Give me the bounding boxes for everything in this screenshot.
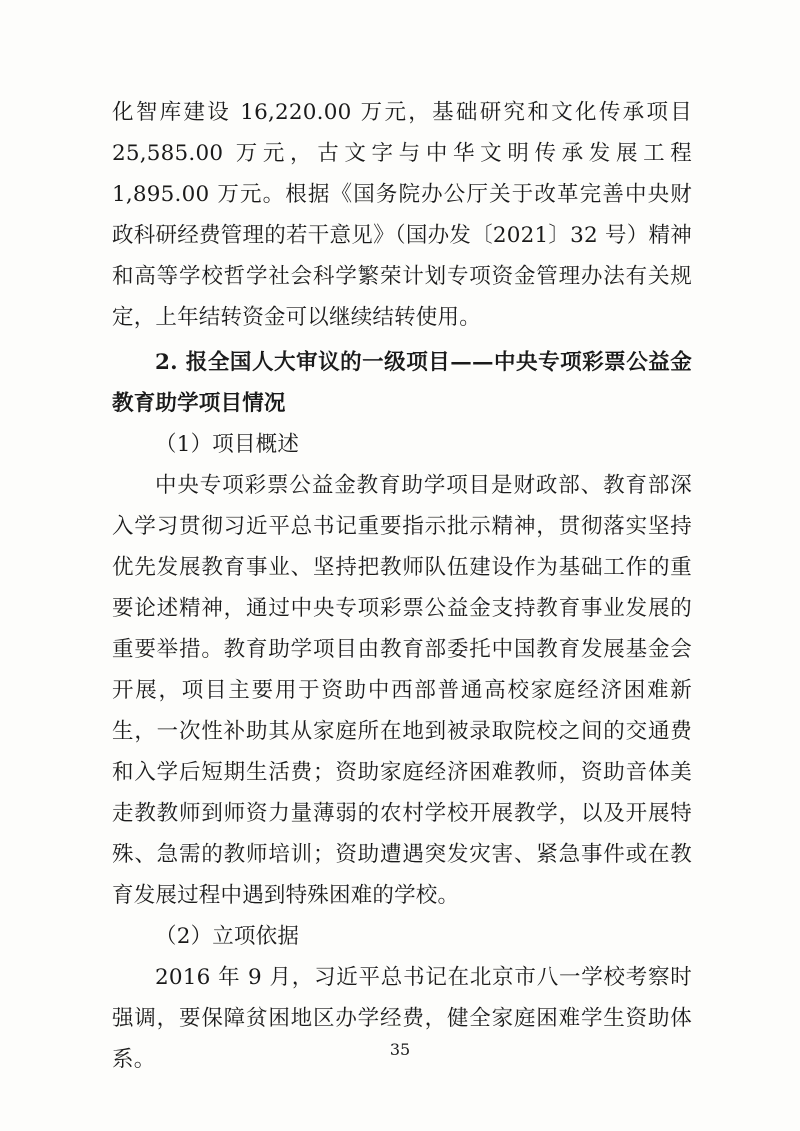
subheading-project-overview: （1）项目概述 — [155, 432, 300, 457]
section-heading-lottery-project: 2. 报全国人大审议的一级项目——中央专项彩票公益金教育助学项目情况 — [112, 350, 692, 416]
paragraph-project-basis-body: 2016 年 9 月，习近平总书记在北京市八一学校考察时强调，要保障贫困地区办学经费，健全家庭困难学生资助体系。 — [112, 965, 692, 1072]
paragraph-funding-continued: 化智库建设 16,220.00 万元，基础研究和文化传承项目 25,585.00 万元，古文字与中华文明传承发展工程 1,895.00 万元。根据《国务院办公厅关于改革完善中央财政科研经费管理的若干意见》（国办发〔2021〕32 号）精神和高等学校哲学社会科学繁荣计划专项资金管理办法有关规定，上年结转资金可以继续结转使用。 — [112, 100, 692, 330]
subheading-project-basis: （2）立项依据 — [155, 924, 300, 949]
page-number: 35 — [389, 1040, 411, 1059]
page-content — [112, 92, 692, 1080]
paragraph-project-overview-body: 中央专项彩票公益金教育助学项目是财政部、教育部深入学习贯彻习近平总书记重要指示批示精神，贯彻落实坚持优先发展教育事业、坚持把教师队伍建设作为基础工作的重要论述精神，通过中央专项彩票公益金支持教育事业发展的重要举措。教育助学项目由教育部委托中国教育发展基金会开展，项目主要用于资助中西部普通高校家庭经济困难新生，一次性补助其从家庭所在地到被录取院校之间的交通费和入学后短期生活费；资助家庭经济困难教师，资助音体美走教教师到师资力量薄弱的农村学校开展教学，以及开展特殊、急需的教师培训；资助遭遇突发灾害、紧急事件或在教育发展过程中遇到特殊困难的学校。 — [112, 473, 692, 908]
